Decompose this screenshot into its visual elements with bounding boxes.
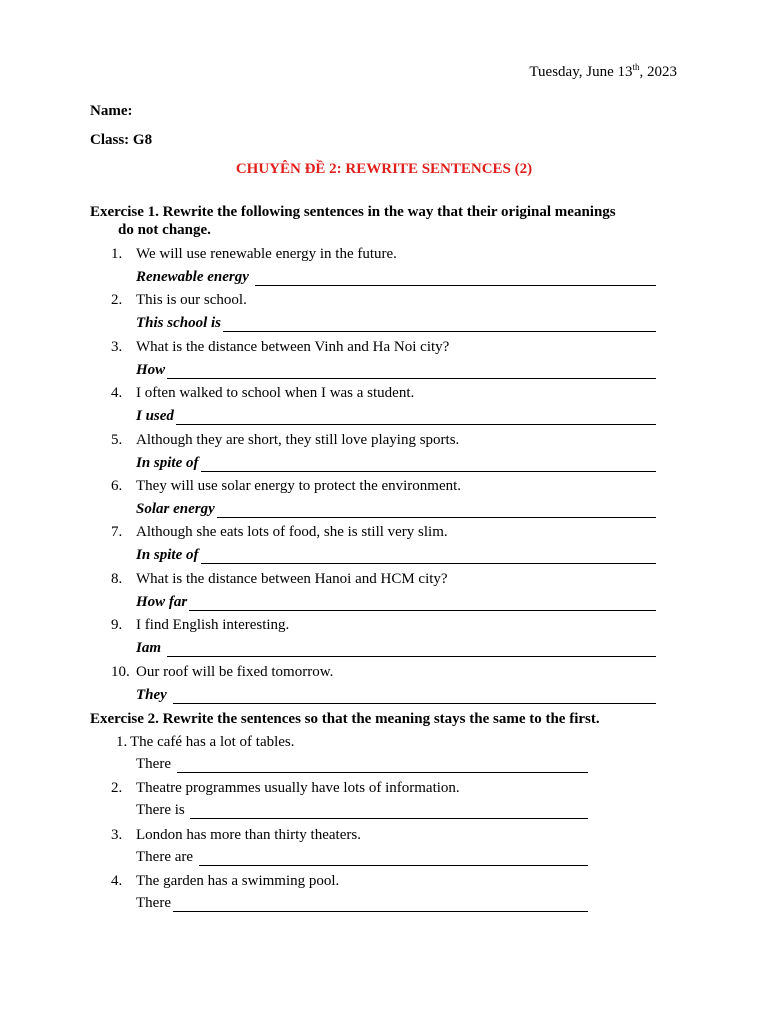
answer-prompt: How xyxy=(136,361,166,378)
item-number: 1. xyxy=(116,734,128,750)
answer-blank[interactable] xyxy=(201,457,656,472)
answer-blank[interactable] xyxy=(223,317,656,332)
item-number: 3. xyxy=(111,826,123,843)
answer-prompt: Iam xyxy=(136,640,165,657)
answer-blank[interactable] xyxy=(173,689,656,704)
answer-prompt: Solar energy xyxy=(136,501,215,517)
answer-blank[interactable] xyxy=(189,596,656,611)
item-number: 2. xyxy=(111,780,123,797)
answer-prompt: This school is xyxy=(136,315,222,332)
answer-prompt: Renewable energy xyxy=(136,269,253,285)
answer-line[interactable] xyxy=(136,639,656,657)
answer-line[interactable] xyxy=(136,801,588,819)
item-number: 4. xyxy=(111,872,123,889)
item-number: 5. xyxy=(111,431,123,448)
answer-line[interactable] xyxy=(136,454,656,472)
answer-line[interactable] xyxy=(136,500,656,518)
item-sentence: I often walked to school when I was a student. xyxy=(136,385,415,402)
answer-blank[interactable] xyxy=(217,503,656,518)
item-sentence: What is the distance between Vinh and Ha Noi city? xyxy=(136,338,450,355)
item-number: 10. xyxy=(111,663,130,680)
class-label: Class: G8 xyxy=(90,132,153,148)
exercise2-item xyxy=(116,733,295,751)
answer-blank[interactable] xyxy=(199,851,588,866)
answer-prompt: There xyxy=(136,894,171,911)
answer-line[interactable] xyxy=(136,314,656,332)
exercise1-item xyxy=(111,523,671,541)
exercise1-item xyxy=(111,570,671,588)
exercise2-item xyxy=(111,779,460,797)
answer-prompt: There xyxy=(136,756,175,772)
answer-line[interactable] xyxy=(136,848,588,866)
exercise1-item xyxy=(111,384,671,402)
answer-prompt: There is xyxy=(136,802,189,819)
item-number: 1. xyxy=(111,246,123,262)
item-sentence: The café has a lot of tables. xyxy=(130,734,295,750)
answer-line[interactable] xyxy=(136,407,656,425)
item-number: 6. xyxy=(111,478,123,494)
item-number: 2. xyxy=(111,292,123,309)
answer-line[interactable] xyxy=(136,755,588,773)
exercise1-item xyxy=(111,663,671,681)
answer-prompt: In spite of xyxy=(136,547,199,564)
answer-blank[interactable] xyxy=(201,549,656,564)
item-sentence: The garden has a swimming pool. xyxy=(136,872,340,889)
exercise1-item xyxy=(111,431,671,449)
exercise1-item xyxy=(111,245,671,263)
answer-line[interactable] xyxy=(136,686,656,704)
answer-blank[interactable] xyxy=(176,410,656,425)
item-sentence: They will use solar energy to protect the environment. xyxy=(136,478,462,494)
item-number: 8. xyxy=(111,570,123,587)
exercise1-heading: Exercise 1. Rewrite the following sentences in the way that their original meanings do not change. xyxy=(90,204,616,238)
item-sentence: London has more than thirty theaters. xyxy=(136,826,361,843)
item-number: 4. xyxy=(111,385,123,402)
item-sentence: What is the distance between Hanoi and HCM city? xyxy=(136,570,448,587)
item-number: 3. xyxy=(111,338,123,355)
answer-blank[interactable] xyxy=(167,642,656,657)
answer-prompt: How far xyxy=(136,593,188,610)
item-number: 7. xyxy=(111,524,123,541)
item-sentence: Theatre programmes usually have lots of information. xyxy=(136,780,460,797)
item-sentence: We will use renewable energy in the future. xyxy=(136,246,397,262)
exercise1-item xyxy=(111,616,671,634)
answer-blank[interactable] xyxy=(177,758,588,773)
name-label: Name: xyxy=(90,103,133,119)
answer-line[interactable] xyxy=(136,546,656,564)
exercise2-item xyxy=(111,872,339,890)
exercise1-item xyxy=(111,291,671,309)
answer-line[interactable] xyxy=(136,593,656,611)
answer-prompt: There are xyxy=(136,848,197,865)
item-sentence: Although she eats lots of food, she is still very slim. xyxy=(136,524,448,541)
exercise2-item xyxy=(111,826,361,844)
answer-prompt: They xyxy=(136,686,171,703)
item-sentence: I find English interesting. xyxy=(136,617,290,634)
answer-blank[interactable] xyxy=(190,804,588,819)
exercise1-item xyxy=(111,338,671,356)
answer-blank[interactable] xyxy=(255,271,656,286)
item-number: 9. xyxy=(111,617,123,634)
item-sentence: Our roof will be fixed tomorrow. xyxy=(136,663,334,680)
answer-line[interactable] xyxy=(136,894,588,912)
answer-blank[interactable] xyxy=(167,364,656,379)
answer-blank[interactable] xyxy=(173,897,588,912)
item-sentence: This is our school. xyxy=(136,292,247,309)
exercise1-item xyxy=(111,477,671,495)
answer-line[interactable] xyxy=(136,268,656,286)
exercise2-heading: Exercise 2. Rewrite the sentences so that the meaning stays the same to the first. xyxy=(90,711,600,727)
answer-prompt: I used xyxy=(136,408,174,425)
answer-line[interactable] xyxy=(136,361,656,379)
date: Tuesday, June 13th, 2023 xyxy=(529,62,677,80)
worksheet-title: CHUYÊN ĐỀ 2: REWRITE SENTENCES (2) xyxy=(235,161,533,177)
item-sentence: Although they are short, they still love playing sports. xyxy=(136,431,460,448)
answer-prompt: In spite of xyxy=(136,454,199,471)
